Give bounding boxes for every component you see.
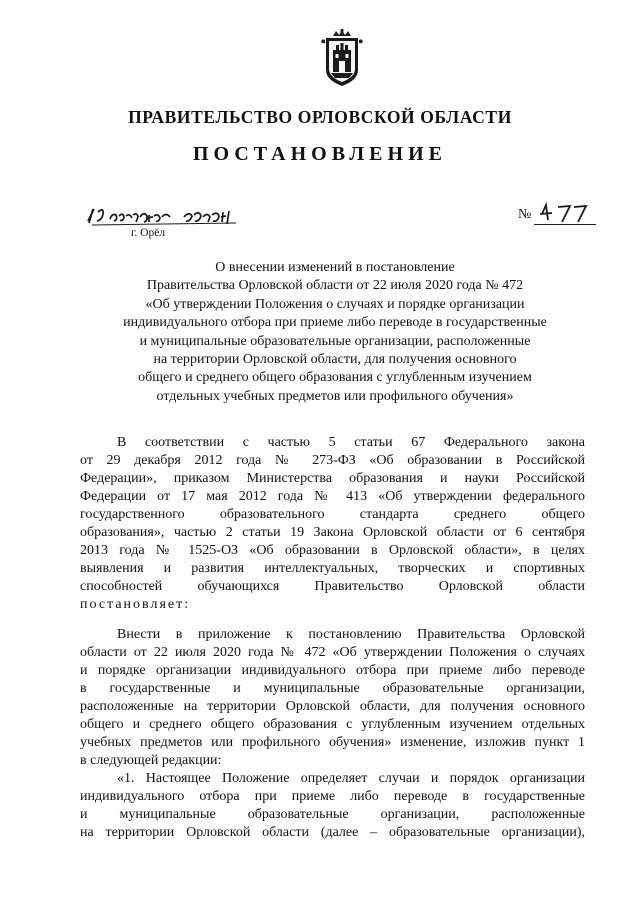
body-line: общего и среднего общего образования с углубленным изучением отдельных: [80, 717, 585, 732]
preamble-line: способностей обучающихся Правительство Орловской области: [80, 579, 585, 594]
handwritten-number: [536, 202, 596, 226]
body-line: в следующей редакции:: [80, 753, 222, 768]
document-subject: [90, 259, 580, 406]
preamble-line: Федерации от 17 мая 2012 года № 413 «Об утверждении федерального: [80, 489, 585, 504]
organization-title: ПРАВИТЕЛЬСТВО ОРЛОВСКОЙ ОБЛАСТИ: [128, 107, 512, 127]
handwritten-date: [86, 203, 266, 231]
body-line: индивидуального отбора при приеме либо переводе в государственные: [80, 789, 585, 804]
body-line: и муниципальные образовательные организации, расположенные: [80, 807, 585, 822]
subject-line: «Об утверждении Положения о случаях и порядке организации: [145, 296, 525, 312]
subject-line: и муниципальные образовательные организации, расположенные: [139, 333, 531, 349]
subject-line: на территории Орловской области, для получения основного: [153, 352, 517, 368]
subject-line: О внесении изменений в постановление: [215, 260, 455, 275]
decree-keyword: постановляет:: [80, 597, 191, 612]
body-line: расположенные на территории Орловской области, для получения основного: [80, 699, 585, 714]
preamble-line: 2013 года № 1525-ОЗ «Об образовании в Орловской области», в целях: [80, 543, 585, 558]
preamble-line: от 29 декабря 2012 года № 273-ФЗ «Об образовании в Российской: [80, 453, 585, 468]
document-type-heading: ПОСТАНОВЛЕНИЕ: [193, 143, 447, 165]
preamble-line: выявления и развития интеллектуальных, творческих и спортивных: [80, 561, 585, 576]
subject-line: Правительства Орловской области от 22 июля 2020 года № 472: [146, 278, 524, 294]
preamble-line: образования», частью 2 статьи 19 Закона Орловской области от 6 сентября: [80, 525, 585, 540]
subject-line: общего и среднего общего образования с углубленным изучением: [138, 370, 532, 386]
body-line: области от 22 июля 2020 года № 472 «Об утверждении Положения о случаях: [80, 645, 585, 660]
coat-of-arms-emblem: [319, 28, 365, 88]
subject-line: отдельных учебных предметов или профильного обучения»: [156, 388, 514, 404]
city-label: г. Орёл: [131, 227, 166, 239]
preamble-line: государственного образовательного стандарта среднего общего: [80, 507, 585, 522]
body-line: и порядке организации индивидуального отбора при приеме либо переводе: [80, 663, 585, 678]
number-label: №: [518, 207, 532, 222]
subject-line: индивидуального отбора при приеме либо переводе в государственные: [123, 315, 547, 331]
preamble-line: В соответствии с частью 5 статьи 67 Федерального закона: [117, 435, 585, 450]
body-line: учебных предметов или профильного обучения» изменение, изложив пункт 1: [80, 735, 585, 750]
body-line: Внести в приложение к постановлению Правительства Орловской: [117, 627, 585, 642]
preamble-line: Федерации», приказом Министерства образования и науки Российской: [80, 471, 585, 486]
body-line: на территории Орловской области (далее – образовательные организации),: [80, 825, 585, 840]
body-line: «1. Настоящее Положение определяет случаи и порядок организации: [117, 771, 585, 786]
body-line: в государственные и муниципальные образовательные организации,: [80, 681, 585, 696]
